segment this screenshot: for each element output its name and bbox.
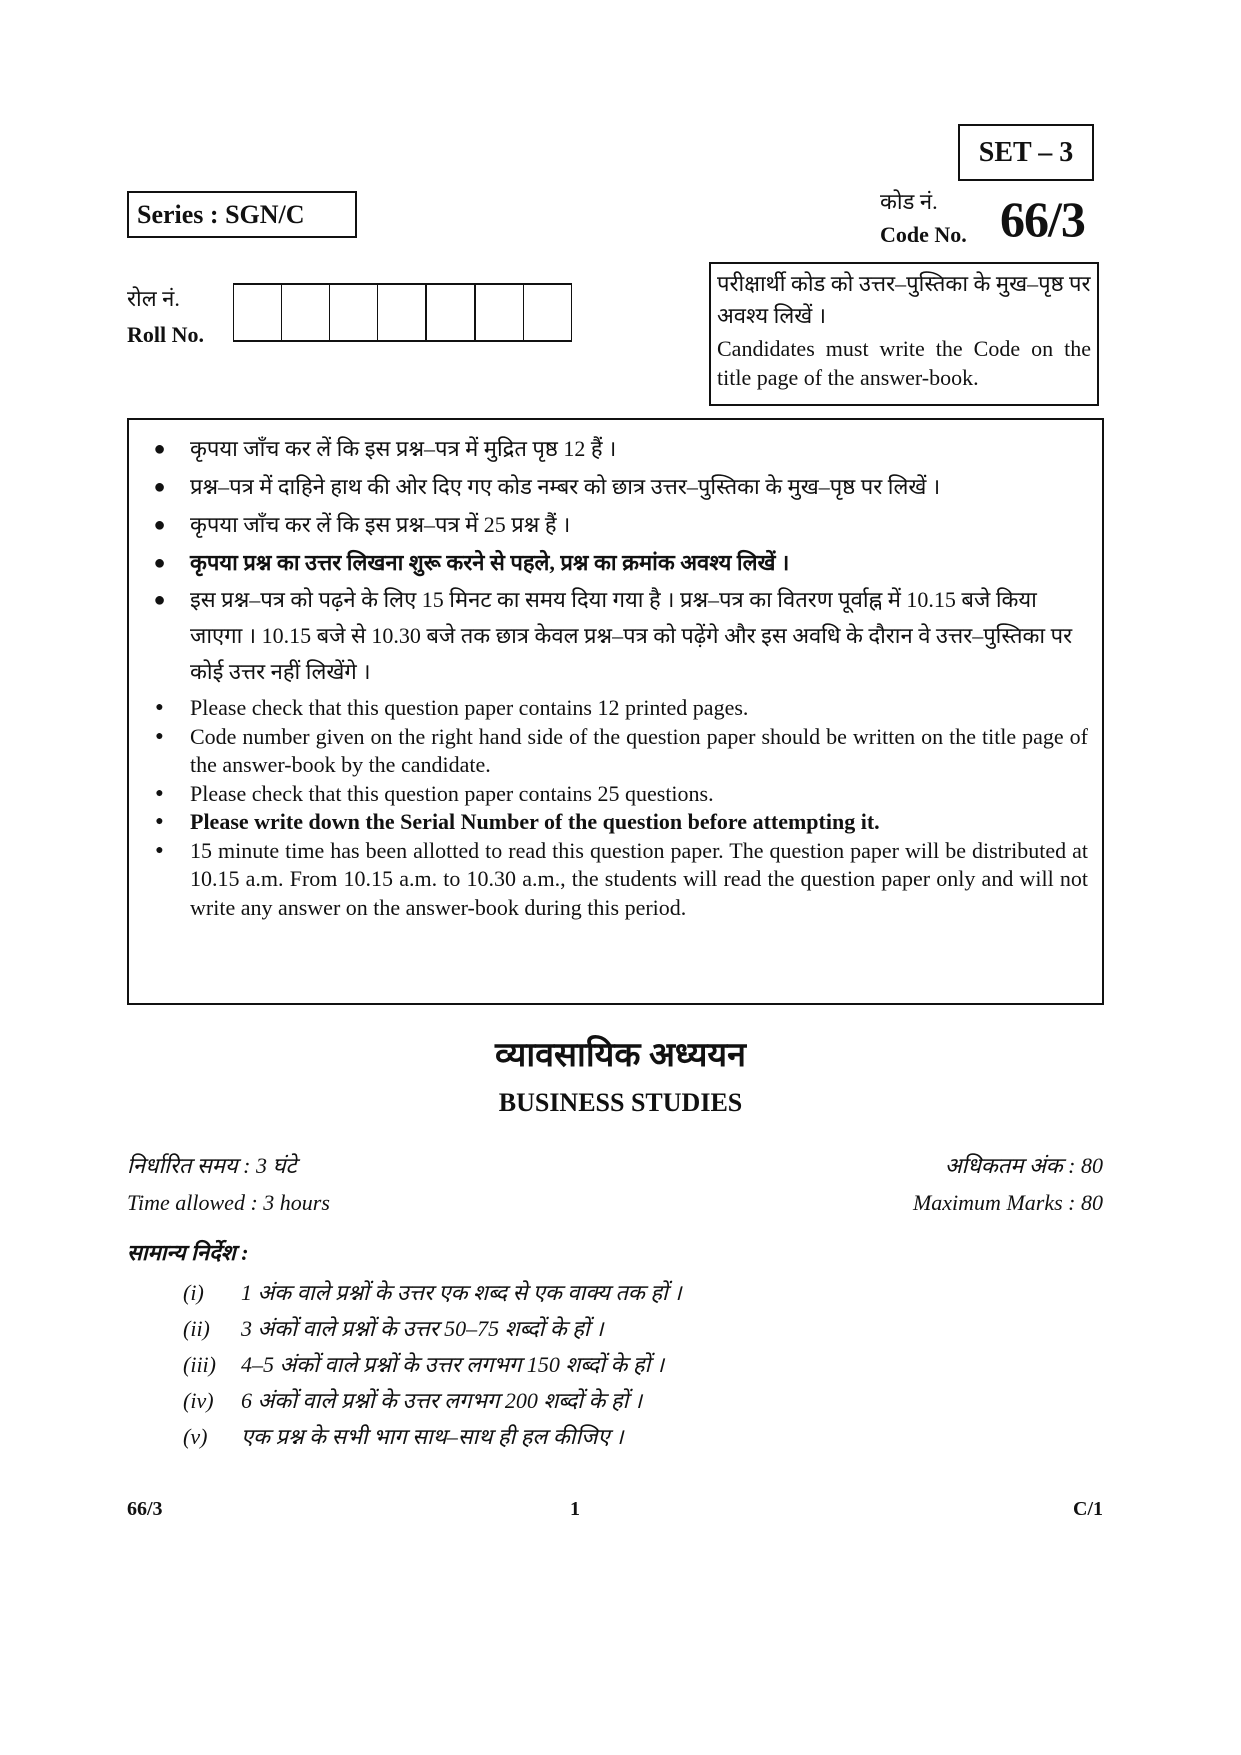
- general-instructions-heading: सामान्य निर्देश :: [127, 1240, 249, 1265]
- code-instruction-box: [709, 262, 1099, 406]
- instruction-item-english: ● Please check that this question paper contains 25 questions.: [129, 780, 1088, 809]
- roll-label-english: Roll No.: [127, 322, 204, 347]
- bullet-icon: ●: [155, 700, 164, 715]
- general-instruction-item: (ii) 3 अंकों वाले प्रश्नों के उत्तर 50–75 शब्दों के हों ।: [183, 1316, 604, 1341]
- bullet-icon: ●: [155, 842, 164, 858]
- roll-number-grid[interactable]: [233, 283, 572, 342]
- maximum-marks-hindi: अधिकतम अंक : 80: [944, 1153, 1103, 1178]
- bullet-icon: ●: [155, 785, 164, 801]
- footer-page-ref: C/1: [1073, 1498, 1103, 1520]
- footer-page-number: 1: [570, 1498, 580, 1520]
- bullet-icon: ●: [153, 438, 166, 460]
- instruction-item-hindi: ● कृपया जाँच कर लें कि इस प्रश्न–पत्र में मुद्रित पृष्ठ 12 हैं ।: [129, 430, 1088, 468]
- subject-title-hindi: व्यावसायिक अध्ययन: [494, 1037, 747, 1074]
- set-label: SET – 3: [978, 136, 1074, 168]
- set-label-box: [958, 124, 1094, 181]
- code-label-english: Code No.: [880, 222, 967, 247]
- series-label: Series : SGN/C: [137, 199, 305, 229]
- roll-number-cell[interactable]: [234, 285, 282, 340]
- instruction-item-english: ● Please check that this question paper contains 12 printed pages.: [129, 694, 1088, 723]
- bullet-icon: ●: [153, 552, 166, 574]
- instruction-item-hindi: ● कृपया प्रश्न का उत्तर लिखना शुरू करने से पहले, प्रश्न का क्रमांक अवश्य लिखें ।: [129, 544, 1088, 582]
- roll-number-cell[interactable]: [524, 285, 572, 340]
- general-instruction-item: (i) 1 अंक वाले प्रश्नों के उत्तर एक शब्द से एक वाक्य तक हों ।: [183, 1280, 682, 1305]
- general-instruction-item: (v) एक प्रश्न के सभी भाग साथ–साथ ही हल कीजिए ।: [183, 1424, 624, 1449]
- code-instruction-english: Candidates must write the Code on the title page of the answer-book.: [717, 336, 1091, 390]
- roll-number-cell[interactable]: [378, 285, 427, 340]
- general-instruction-item: (iii) 4–5 अंकों वाले प्रश्नों के उत्तर लगभग 150 शब्दों के हों ।: [183, 1352, 665, 1377]
- code-instruction-hindi: परीक्षार्थी कोड को उत्तर–पुस्तिका के मुख–पृष्ठ पर अवश्य लिखें ।: [717, 271, 1091, 328]
- code-number: 66/3: [1000, 191, 1085, 247]
- bullet-icon: ●: [155, 728, 164, 744]
- instruction-item-english: ● Code number given on the right hand side of the question paper should be written on the title page of the answer-book by the candidate.: [129, 723, 1088, 780]
- time-allowed-hindi: निर्धारित समय : 3 घंटे: [127, 1153, 297, 1178]
- roll-number-cell[interactable]: [330, 285, 378, 340]
- instruction-item-hindi: ● इस प्रश्न–पत्र को पढ़ने के लिए 15 मिनट का समय दिया गया है । प्रश्न–पत्र का वितरण पूर्वाह्न में 10.15 बजे किया जाएगा । 10.15 बजे से 10.30 बजे तक छात्र केवल प्रश्न–पत्र को पढ़ेंगे और इस अवधि के दौरान वे उत्तर–पुस्तिका पर कोई उत्तर नहीं लिखेंगे ।: [129, 582, 1088, 690]
- time-allowed-english: Time allowed : 3 hours: [127, 1190, 330, 1215]
- maximum-marks-english: Maximum Marks : 80: [912, 1190, 1103, 1215]
- subject-title-english: BUSINESS STUDIES: [498, 1088, 743, 1117]
- bullet-icon: ●: [155, 814, 164, 829]
- instruction-item-english: ● 15 minute time has been allotted to read this question paper. The question paper will be distributed at 10.15 a.m. From 10.15 a.m. to 10.30 a.m., the students will read the question paper only and will not write any answer on the answer-book during this period.: [129, 837, 1088, 923]
- instruction-item-english: ● Please write down the Serial Number of the question before attempting it.: [129, 808, 1088, 837]
- bullet-icon: ●: [153, 514, 166, 536]
- roll-number-cell[interactable]: [427, 285, 476, 340]
- roll-number-cell[interactable]: [282, 285, 330, 340]
- general-instructions-list: [183, 1275, 682, 1455]
- bullet-icon: ●: [153, 476, 166, 498]
- general-instruction-item: (iv) 6 अंकों वाले प्रश्नों के उत्तर लगभग 200 शब्दों के हों ।: [183, 1388, 643, 1413]
- bullet-icon: ●: [153, 589, 166, 611]
- code-label-hindi: कोड नं.: [880, 189, 938, 214]
- roll-label-hindi: रोल नं.: [127, 286, 180, 311]
- instruction-item-hindi: ● कृपया जाँच कर लें कि इस प्रश्न–पत्र में 25 प्रश्न हैं ।: [129, 506, 1088, 544]
- footer-code: 66/3: [127, 1498, 163, 1520]
- series-label-box: [127, 191, 357, 238]
- instructions-box: [127, 418, 1104, 1005]
- instruction-item-hindi: ● प्रश्न–पत्र में दाहिने हाथ की ओर दिए गए कोड नम्बर को छात्र उत्तर–पुस्तिका के मुख–पृष्ठ पर लिखें ।: [129, 468, 1088, 506]
- roll-number-cell[interactable]: [476, 285, 524, 340]
